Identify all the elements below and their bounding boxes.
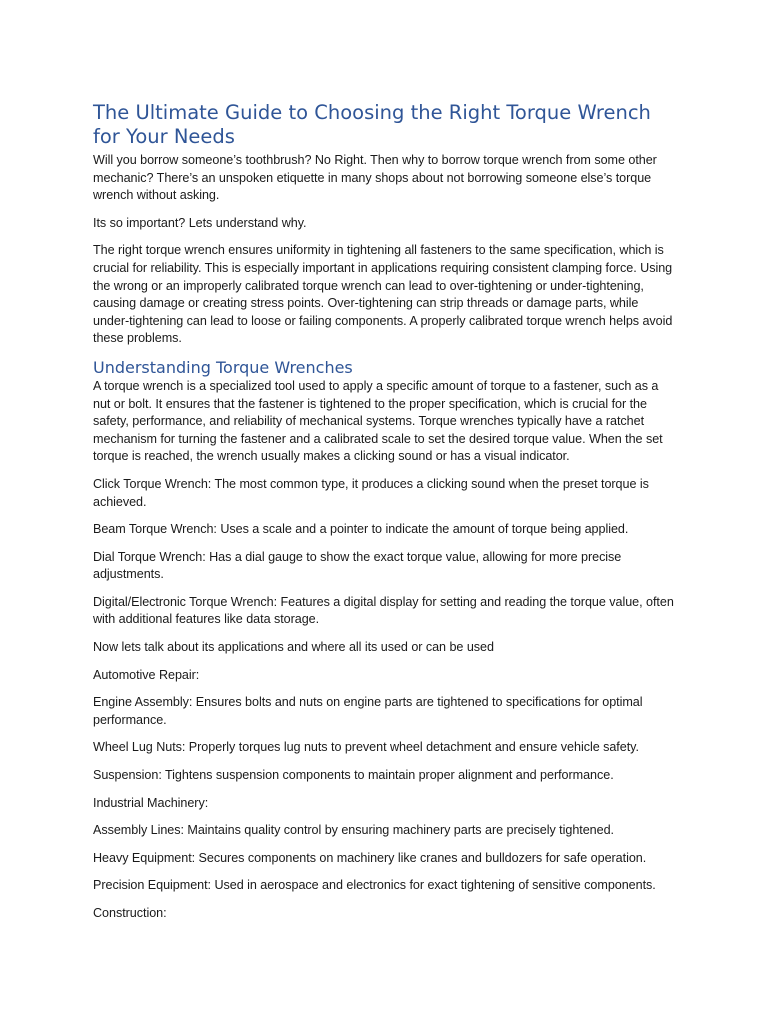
section-paragraph: Assembly Lines: Maintains quality control by ensuring machinery parts are precisely tightened. xyxy=(93,823,614,838)
intro-paragraph: The right torque wrench ensures uniformity in tightening all fasteners to the same specification, which is crucial for reliability. This is especially important in applications requiring consistent clamping force. Using the wrong or an improperly calibrated torque wrench can lead to over-tightening or under-tightening, causing damage or creating stress points. Over-tightening can strip threads or damage parts, while under-tightening can lead to loose or failing components. A properly calibrated torque wrench helps avoid these problems. xyxy=(93,243,673,346)
document-page xyxy=(93,101,675,933)
section-paragraph: Construction: xyxy=(93,906,167,920)
section-paragraph: Now lets talk about its applications and where all its used or can be used xyxy=(93,640,494,655)
section-paragraph: Automotive Repair: xyxy=(93,667,200,682)
section-paragraph: Dial Torque Wrench: Has a dial gauge to show the exact torque value, allowing for more precise adjustments. xyxy=(93,549,622,582)
section-paragraph: Digital/Electronic Torque Wrench: Features a digital display for setting and reading the torque value, often with additional features like data storage. xyxy=(93,594,674,627)
section-paragraph: Suspension: Tightens suspension components to maintain proper alignment and performance. xyxy=(93,768,614,783)
intro-paragraph: Will you borrow someone’s toothbrush? No Right. Then why to borrow torque wrench from some other mechanic? There’s an unspoken etiquette in many shops about not borrowing someone else’s torque wrench without asking. xyxy=(93,153,657,203)
section-paragraph: Industrial Machinery: xyxy=(93,795,209,810)
section-paragraph: Beam Torque Wrench: Uses a scale and a pointer to indicate the amount of torque being applied. xyxy=(93,522,629,537)
section-paragraph: Precision Equipment: Used in aerospace and electronics for exact tightening of sensitive components. xyxy=(93,878,656,893)
section-heading: Understanding Torque Wrenches xyxy=(93,357,353,377)
page-title: The Ultimate Guide to Choosing the Right Torque Wrench for Your Needs xyxy=(93,101,651,148)
section-paragraph: Engine Assembly: Ensures bolts and nuts on engine parts are tightened to specifications for optimal performance. xyxy=(93,695,643,727)
section-paragraph: Click Torque Wrench: The most common type, it produces a clicking sound when the preset torque is achieved. xyxy=(93,476,649,509)
intro-paragraph: Its so important? Lets understand why. xyxy=(93,215,307,230)
section-paragraph: A torque wrench is a specialized tool used to apply a specific amount of torque to a fastener, such as a nut or bolt. It ensures that the fastener is tightened to the proper specification, which is crucial for the safety, performance, and reliability of mechanical systems. Torque wrenches typically have a ratchet mechanism for turning the fastener and a calibrated scale to set the desired torque value. When the set torque is reached, the wrench usually makes a clicking sound or has a visual indicator. xyxy=(93,378,663,464)
section-paragraph: Wheel Lug Nuts: Properly torques lug nuts to prevent wheel detachment and ensure vehicle safety. xyxy=(93,740,639,755)
section-paragraph: Heavy Equipment: Secures components on machinery like cranes and bulldozers for safe operation. xyxy=(93,850,647,865)
